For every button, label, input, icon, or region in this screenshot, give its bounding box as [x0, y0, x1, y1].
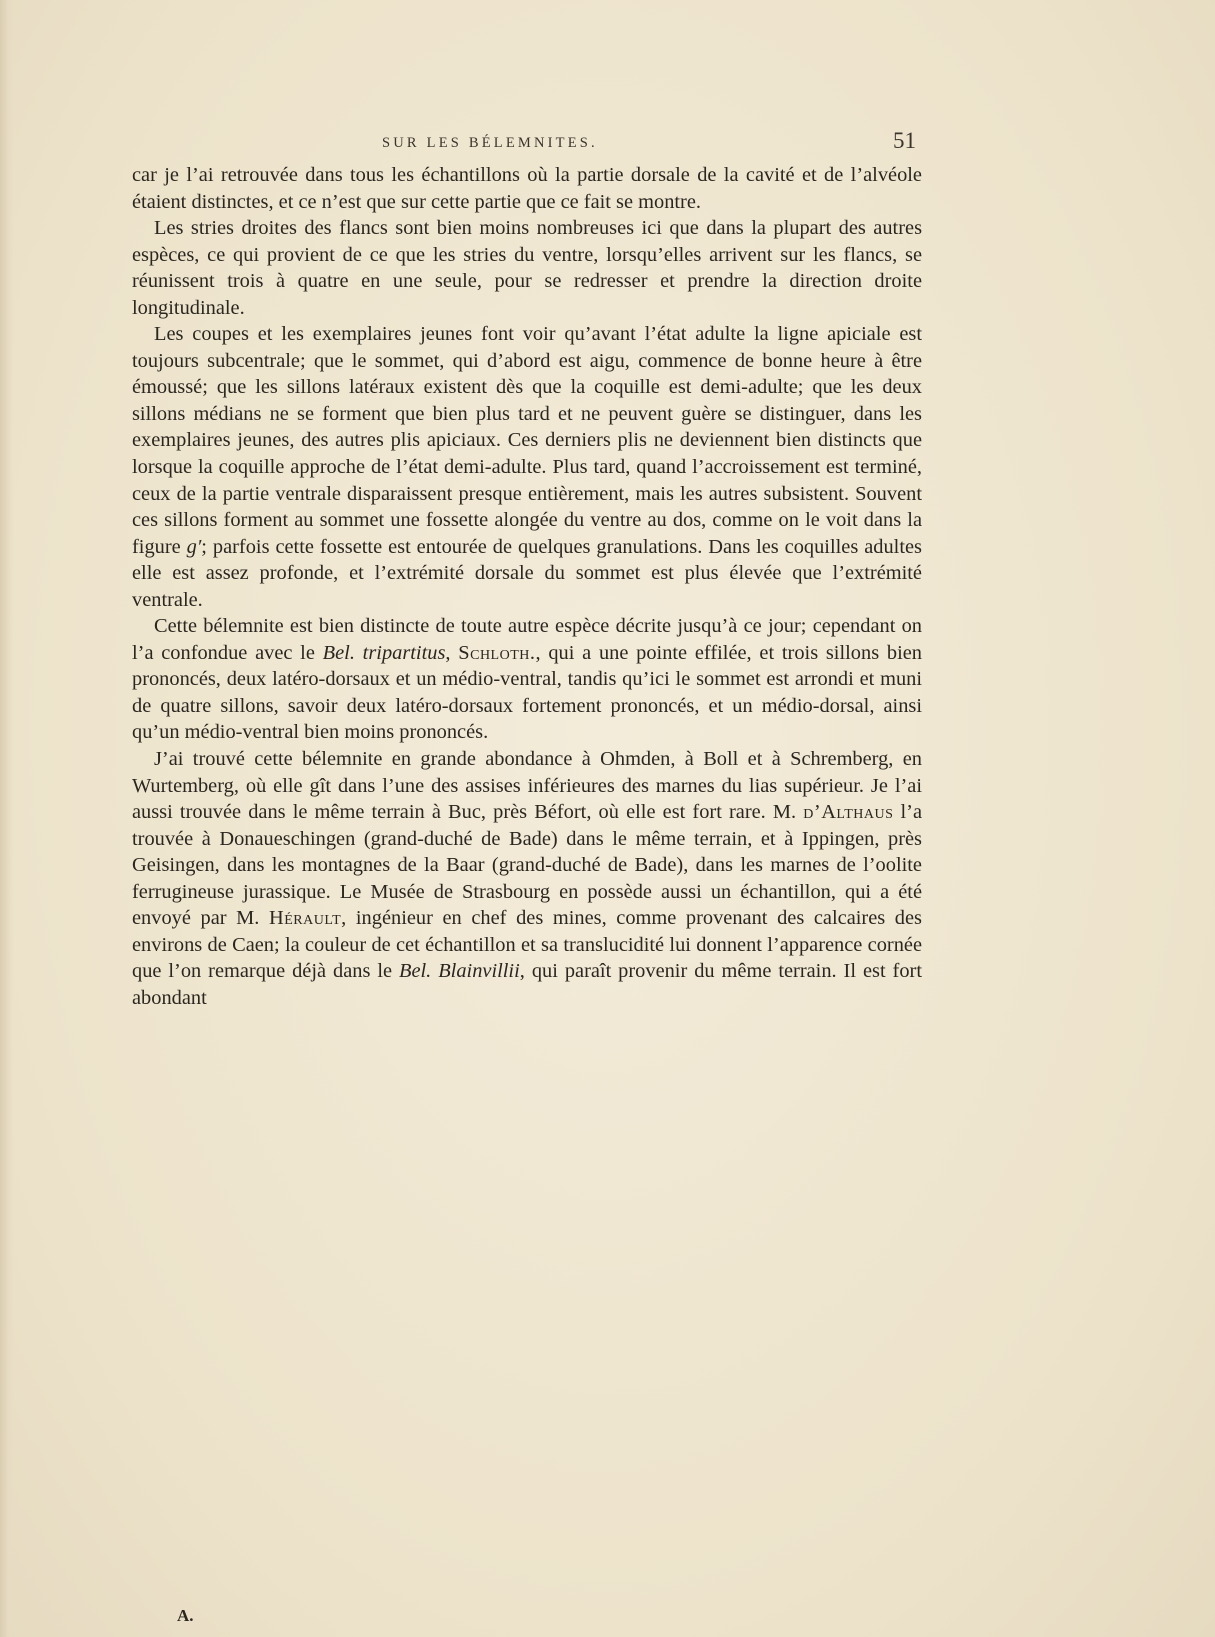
italic-text: g′: [186, 535, 202, 558]
text-run: car je l’ai retrouvée dans tous les échantillons où la partie dorsale de la cavité et de l’alvéole étaient distinctes, et ce n’est que sur cette partie que ce fait se montre.: [132, 164, 922, 213]
text-run: Les coupes et les exemplaires jeunes font voir qu’avant l’état adulte la ligne apiciale est toujours subcentrale; que le sommet, qui d’abord est aigu, commence de bonne heure à être émoussé; que les sillons latéraux existent dès que la coquille est demi-adulte; que les deux sillons médians ne se forment que bien plus tard et ne peuvent guère se distinguer, dans les exemplaires jeunes, des autres plis apiciaux. Ces derniers plis ne deviennent bien distincts que lorsque la coquille approche de l’état demi-adulte. Plus tard, quand l’accroissement est terminé, ceux de la partie ventrale disparaissent presque entièrement, mais les autres subsistent. Souvent ces sillons forment au sommet une fossette alongée du ventre au dos, comme on le voit dans la figure: [132, 323, 922, 558]
author-name: Schloth.: [458, 641, 536, 664]
text-run: Les stries droites des flancs sont bien moins nombreuses ici que dans la plupart des autres espèces, ce qui provient de ce que les stries du ventre, lorsqu’elles arrivent sur les flancs, se réunissent trois à quatre en une seule, pour se redresser et prendre la direction droite longitudinale.: [132, 217, 922, 319]
text-run: ; parfois cette fossette est entourée de quelques granulations. Dans les coquilles adultes elle est assez profonde, et l’extrémité dorsale du sommet est plus élevée que l’extrémité ventrale.: [132, 535, 922, 611]
running-head: SUR LES BÉLEMNITES.: [382, 135, 598, 151]
author-name: Hérault: [269, 907, 342, 930]
text-run: , qui a une pointe effilée, et trois sillons bien prononcés, deux latéro-dorsaux et un médio-ventral, tandis qu’ici le sommet est arrondi et muni de quatre sillons, savoir deux latéro-dorsaux fortement prononcés, et un médio-dorsal, ainsi qu’un médio-ventral bien moins prononcés.: [132, 641, 922, 744]
italic-text: Bel. Blainvillii: [399, 960, 520, 983]
text-run: l’a trouvée à Donaueschingen (grand-duché de Bade) dans le même terrain, et à Ippingen, près Geisingen, dans les montagnes de la Baar (grand-duché de Bade), dans les marnes de l’oolite ferrugineuse jurassique. Le Musée de Strasbourg en possède aussi un échantillon, qui a été envoyé par M.: [132, 801, 923, 930]
paragraph: [132, 746, 922, 1011]
body-text: [132, 162, 922, 1012]
text-run: J’ai trouvé cette bélemnite en grande abondance à Ohmden, à Boll et à Schremberg, en Wurtemberg, où elle gît dans l’une des assises inférieures des marnes du lias supérieur. Je l’ai aussi trouvée dans le même terrain à Buc, près Béfort, où elle est fort rare. M.: [132, 748, 922, 824]
text-run: ,: [445, 641, 459, 664]
paragraph: [132, 321, 922, 613]
page-header: [132, 128, 922, 158]
paragraph: [132, 215, 922, 321]
text-run: Cette bélemnite est bien distincte de toute autre espèce décrite jusqu’à ce jour; cependant on l’a confondue avec le: [132, 615, 922, 664]
paragraph: [132, 162, 922, 215]
text-run: , qui paraît provenir du même terrain. Il est fort abondant: [132, 960, 923, 1009]
page-number: 51: [893, 128, 916, 153]
page-binding-edge: [0, 0, 14, 1637]
italic-text: Bel. tripartitus: [322, 641, 446, 664]
signature-mark: A.: [177, 1606, 194, 1625]
text-run: , ingénieur en chef des mines, comme provenant des calcaires des environs de Caen; la couleur de cet échantillon et sa translucidité lui donnent l’apparence cornée que l’on remarque déjà dans le: [132, 907, 922, 983]
paragraph: [132, 613, 922, 746]
author-name: d’Althaus: [803, 801, 894, 824]
